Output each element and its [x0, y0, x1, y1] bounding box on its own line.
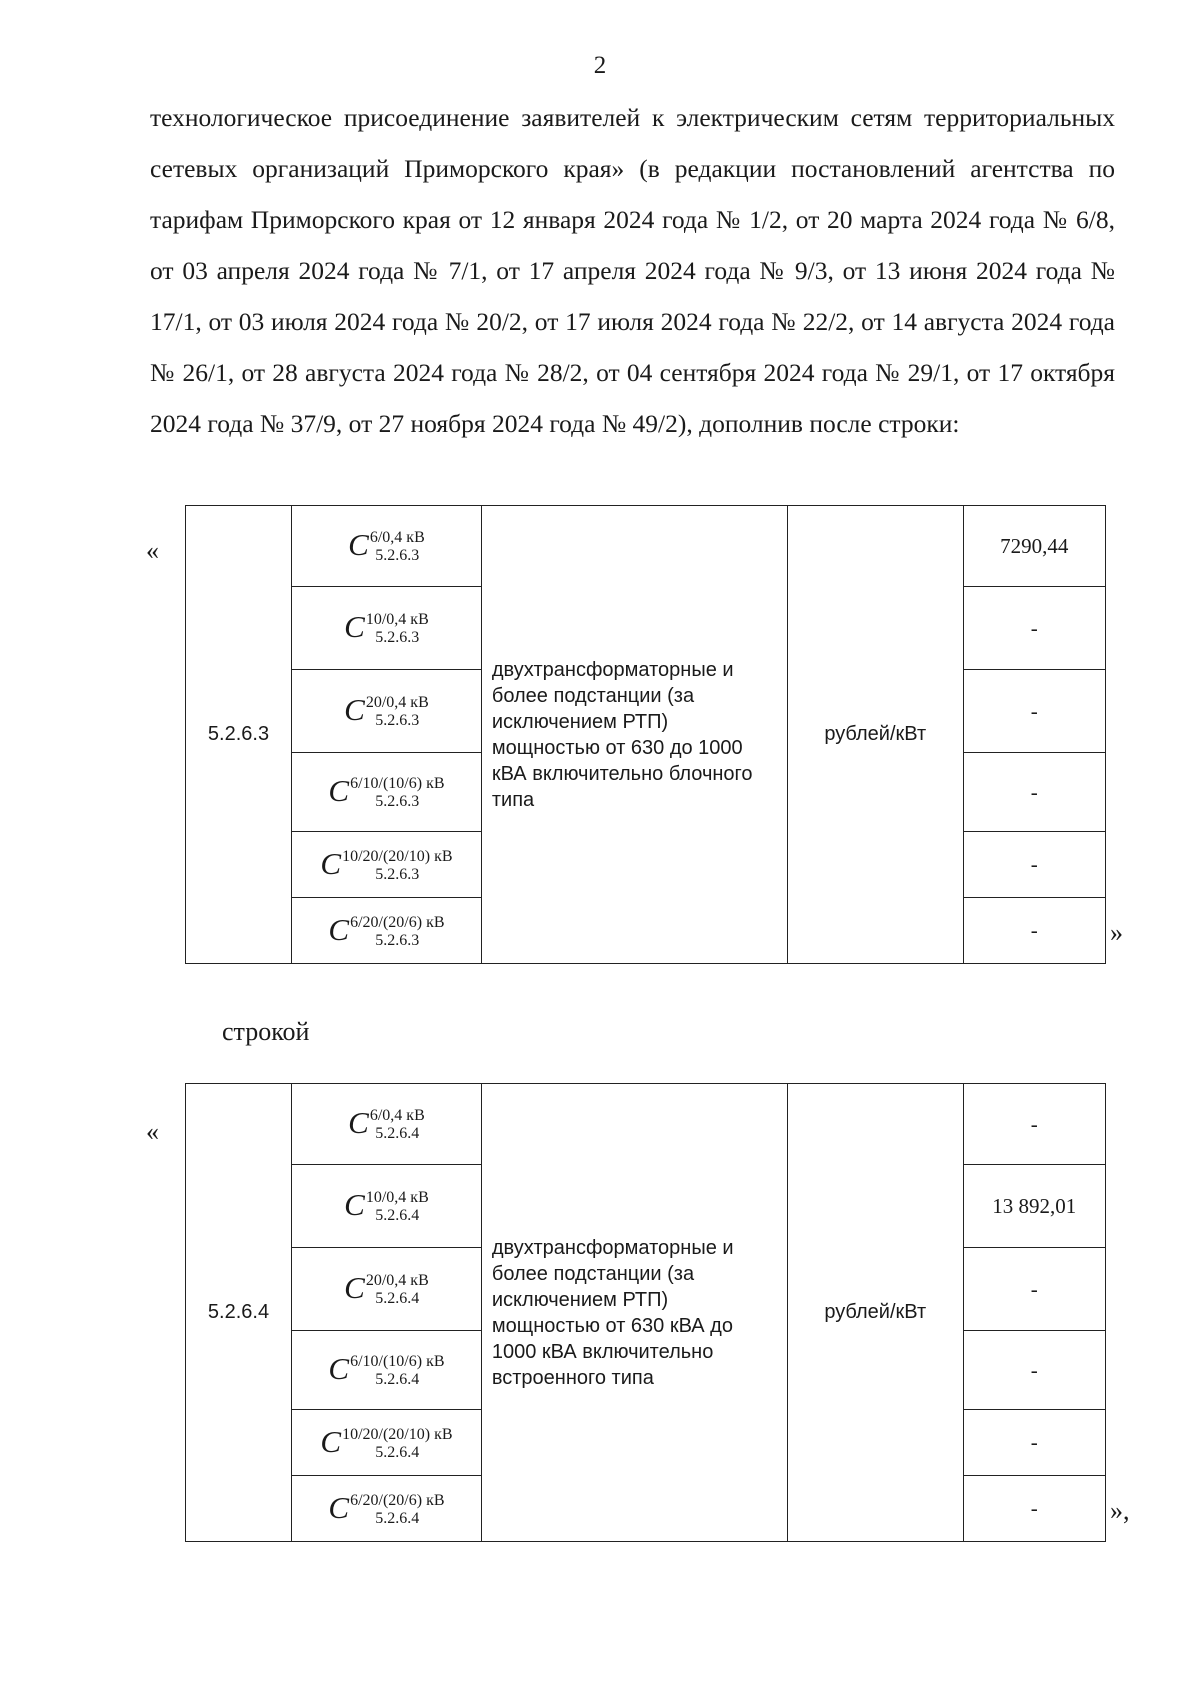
tariff-symbol: C 6/0,4 кВ 5.2.6.4 — [292, 1084, 482, 1165]
tariff-symbol: C 20/0,4 кВ 5.2.6.3 — [292, 670, 482, 753]
value-cell: - — [963, 1084, 1105, 1165]
unit-cell: рублей/кВт — [787, 1084, 963, 1542]
tariff-symbol: C 20/0,4 кВ 5.2.6.4 — [292, 1248, 482, 1331]
value-cell: - — [963, 1476, 1105, 1542]
tariff-symbol: C 6/20/(20/6) кВ 5.2.6.3 — [292, 898, 482, 964]
value-cell: - — [963, 1331, 1105, 1410]
tariff-symbol: C 6/0,4 кВ 5.2.6.3 — [292, 506, 482, 587]
page-number: 2 — [593, 52, 607, 79]
tariff-symbol: C 10/0,4 кВ 5.2.6.3 — [292, 587, 482, 670]
tariff-table-old — [185, 505, 1106, 964]
tariff-table-new — [185, 1083, 1106, 1542]
tariff-symbol: C 10/0,4 кВ 5.2.6.4 — [292, 1165, 482, 1248]
close-quote: » — [1110, 918, 1123, 947]
value-cell: - — [963, 832, 1105, 898]
value-cell: - — [963, 670, 1105, 753]
value-cell: - — [963, 753, 1105, 832]
connector-text: строкой — [222, 1017, 310, 1046]
tariff-symbol: C 10/20/(20/10) кВ 5.2.6.4 — [292, 1410, 482, 1476]
unit-cell: рублей/кВт — [787, 506, 963, 964]
description-cell: двухтрансформаторные и более подстанции (за исключением РТП) мощностью от 630 кВА до 1000 кВА включительно встроенного типа — [481, 1084, 787, 1542]
value-cell: 7290,44 — [963, 506, 1105, 587]
table-row — [186, 1084, 1106, 1165]
value-cell: - — [963, 1410, 1105, 1476]
description-cell: двухтрансформаторные и более подстанции (за исключением РТП) мощностью от 630 до 1000 кВА включительно блочного типа — [481, 506, 787, 964]
tariff-symbol: C 6/10/(10/6) кВ 5.2.6.4 — [292, 1331, 482, 1410]
value-cell: - — [963, 587, 1105, 670]
open-quote: « — [146, 536, 159, 565]
value-cell: - — [963, 898, 1105, 964]
table-row — [186, 506, 1106, 587]
tariff-symbol: C 10/20/(20/10) кВ 5.2.6.3 — [292, 832, 482, 898]
tariff-symbol: C 6/20/(20/6) кВ 5.2.6.4 — [292, 1476, 482, 1542]
row-code-cell: 5.2.6.3 — [186, 506, 292, 964]
value-cell: - — [963, 1248, 1105, 1331]
row-code-cell: 5.2.6.4 — [186, 1084, 292, 1542]
open-quote: « — [146, 1117, 159, 1146]
intro-paragraph: технологическое присоединение заявителей к электрическим сетям территориальных сетевых организаций Приморского края» (в редакции постановлений агентства по тарифам Приморского края от 12 января 2024 года № 1/2, от 20 марта 2024 года № 6/8, от 03 апреля 2024 года № 7/1, от 17 апреля 2024 года № 9/3, от 13 июня 2024 года № 17/1, от 03 июля 2024 года № 20/2, от 17 июля 2024 года № 22/2, от 14 августа 2024 года № 26/1, от 28 августа 2024 года № 28/2, от 04 сентября 2024 года № 29/1, от 17 октября 2024 года № 37/9, от 27 ноября 2024 года № 49/2), дополнив после строки: — [150, 103, 1115, 438]
value-cell: 13 892,01 — [963, 1165, 1105, 1248]
close-quote: », — [1110, 1496, 1130, 1525]
tariff-symbol: C 6/10/(10/6) кВ 5.2.6.3 — [292, 753, 482, 832]
